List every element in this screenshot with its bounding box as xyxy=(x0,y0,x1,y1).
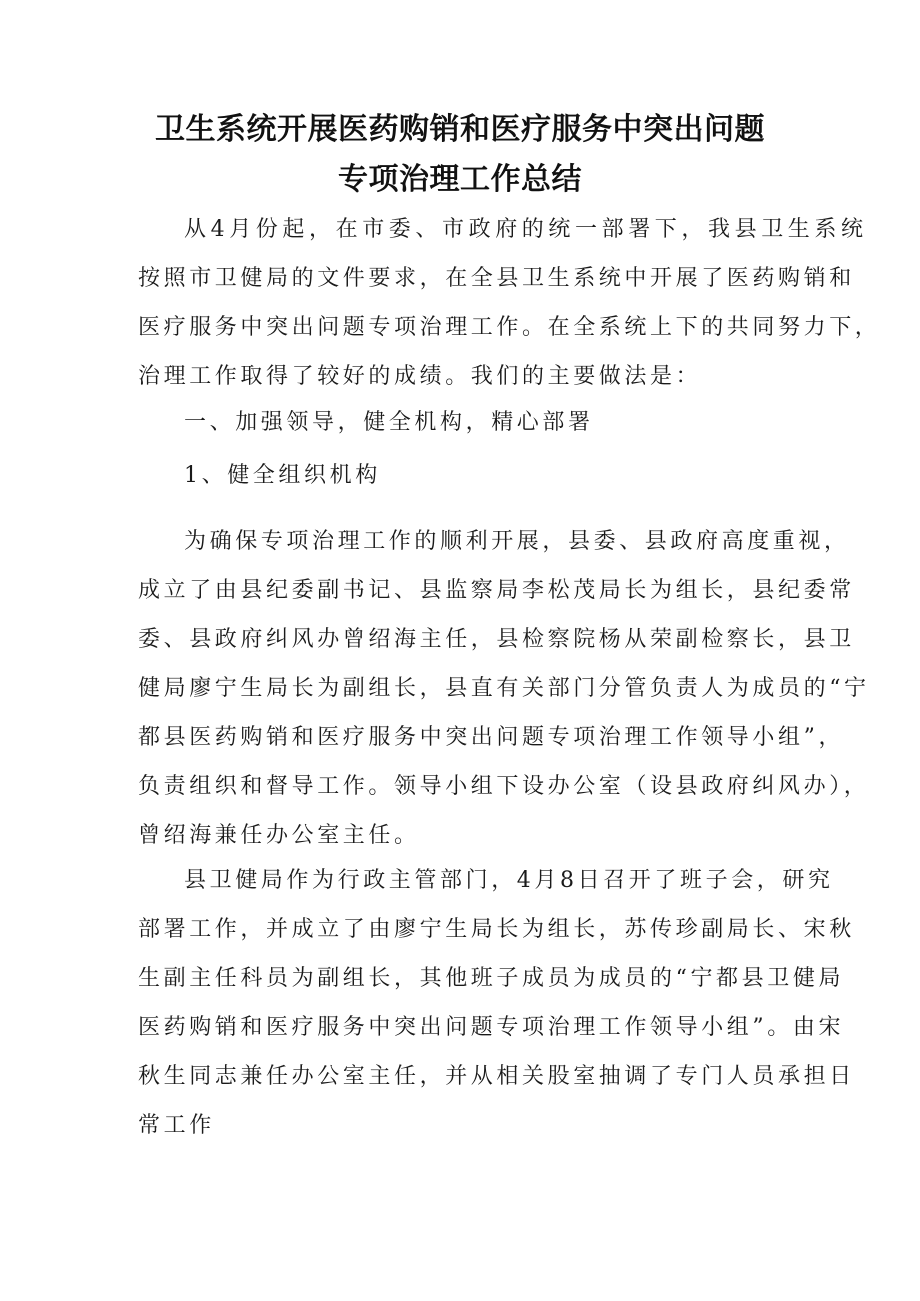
document-title-line-1: 卫生系统开展医药购销和医疗服务中突出问题 xyxy=(155,112,765,147)
paragraph-line: 医疗服务中突出问题专项治理工作。在全系统上下的共同努力下， xyxy=(138,315,881,340)
paragraph-line: 曾绍海兼任办公室主任。 xyxy=(138,823,420,848)
paragraph-line: 都县医药购销和医疗服务中突出问题专项治理工作领导小组”， xyxy=(138,725,845,750)
heading-text: 1、健全组织机构 xyxy=(184,463,381,488)
intro-paragraph xyxy=(138,205,881,401)
paragraph-line: 治理工作取得了较好的成绩。我们的主要做法是： xyxy=(138,364,702,389)
paragraph-line: 常工作 xyxy=(138,1113,215,1138)
paragraph-line: 医药购销和医疗服务中突出问题专项治理工作领导小组”。由宋 xyxy=(138,1015,845,1040)
paragraph-line: 为确保专项治理工作的顺利开展，县委、县政府高度重视， xyxy=(184,529,850,554)
paragraph-organization xyxy=(138,517,870,860)
paragraph-line: 从4月份起，在市委、市政府的统一部署下，我县卫生系统 xyxy=(184,217,868,242)
section-heading-1 xyxy=(138,398,798,447)
heading-text: 一、加强领导，健全机构，精心部署 xyxy=(184,410,594,435)
paragraph-health-bureau xyxy=(138,856,855,1150)
paragraph-line: 成立了由县纪委副书记、县监察局李松茂局长为组长，县纪委常 xyxy=(138,578,855,603)
paragraph-line: 县卫健局作为行政主管部门，4月8日召开了班子会，研究 xyxy=(184,868,834,893)
paragraph-line: 生副主任科员为副组长，其他班子成员为成员的“宁都县卫健局 xyxy=(138,966,845,991)
paragraph-line: 部署工作，并成立了由廖宁生局长为组长，苏传珍副局长、宋秋 xyxy=(138,917,855,942)
paragraph-line: 健局廖宁生局长为副组长，县直有关部门分管负责人为成员的“宁 xyxy=(138,676,870,701)
paragraph-line: 按照市卫健局的文件要求，在全县卫生系统中开展了医药购销和 xyxy=(138,266,855,291)
paragraph-line: 委、县政府纠风办曾绍海主任，县检察院杨从荣副检察长，县卫 xyxy=(138,627,855,652)
paragraph-line: 秋生同志兼任办公室主任，并从相关股室抽调了专门人员承担日 xyxy=(138,1064,855,1089)
paragraph-line: 负责组织和督导工作。领导小组下设办公室（设县政府纠风办）， xyxy=(138,774,870,799)
subsection-heading-1-1 xyxy=(138,451,798,500)
document-title-line-2: 专项治理工作总结 xyxy=(338,162,582,197)
